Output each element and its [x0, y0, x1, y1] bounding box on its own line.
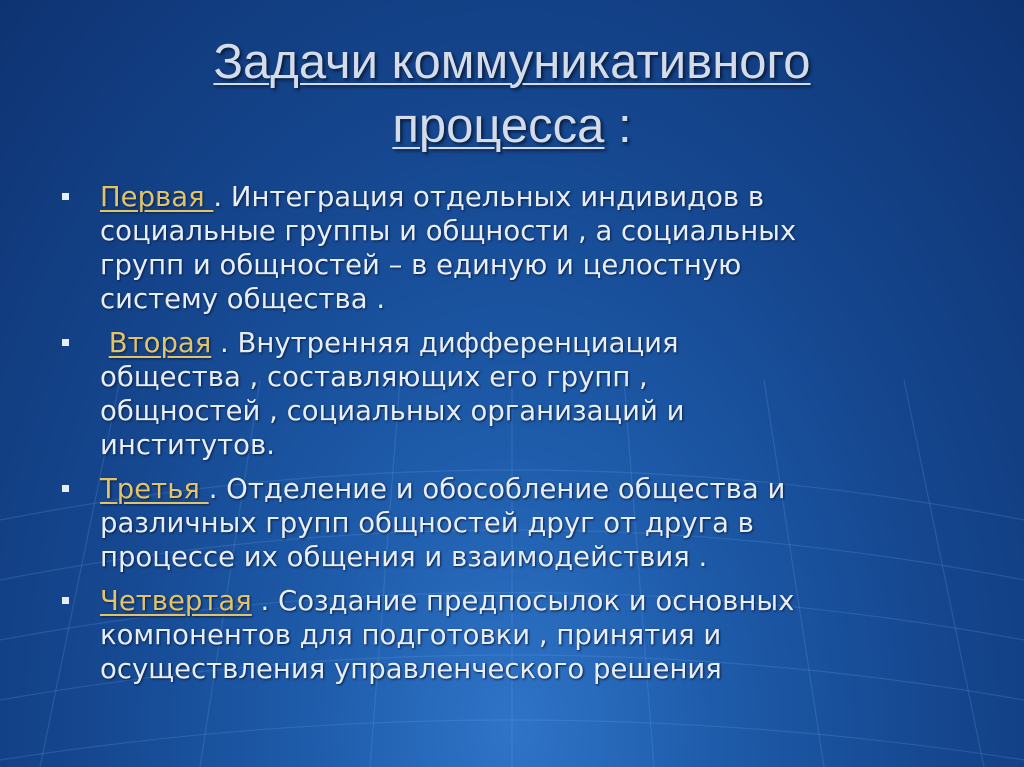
link-second[interactable]: Вторая	[108, 327, 212, 359]
link-fourth[interactable]: Четвертая	[100, 585, 252, 617]
list-item-text: Вторая . Внутренняя дифференциация общества , составляющих его групп , общностей , социальных организаций и институтов.	[100, 327, 685, 461]
title-suffix: :	[604, 99, 632, 153]
task-list	[58, 180, 978, 696]
link-first[interactable]: Первая	[100, 181, 214, 213]
square-bullet-icon	[62, 339, 69, 346]
title-line-1: Задачи коммуникативного	[213, 35, 811, 89]
slide-title	[0, 30, 1024, 158]
list-item-fourth	[58, 584, 978, 686]
list-item-text: Четвертая . Создание предпосылок и основных компонентов для подготовки , принятия и осуществления управленческого решения	[100, 585, 795, 685]
link-third[interactable]: Третья	[100, 473, 209, 505]
square-bullet-icon	[62, 485, 69, 492]
list-item-first	[58, 180, 978, 316]
square-bullet-icon	[62, 193, 69, 200]
list-item-second	[58, 326, 978, 462]
list-item-third	[58, 472, 978, 574]
title-line-2: процесса	[392, 99, 605, 153]
list-item-text: Третья . Отделение и обособление общества и различных групп общностей друг от друга в процессе их общения и взаимодействия .	[100, 473, 786, 573]
list-item-text: Первая . Интеграция отдельных индивидов в социальные группы и общности , а социальных групп и общностей – в единую и целостную систему общества .	[100, 181, 797, 315]
square-bullet-icon	[62, 597, 69, 604]
